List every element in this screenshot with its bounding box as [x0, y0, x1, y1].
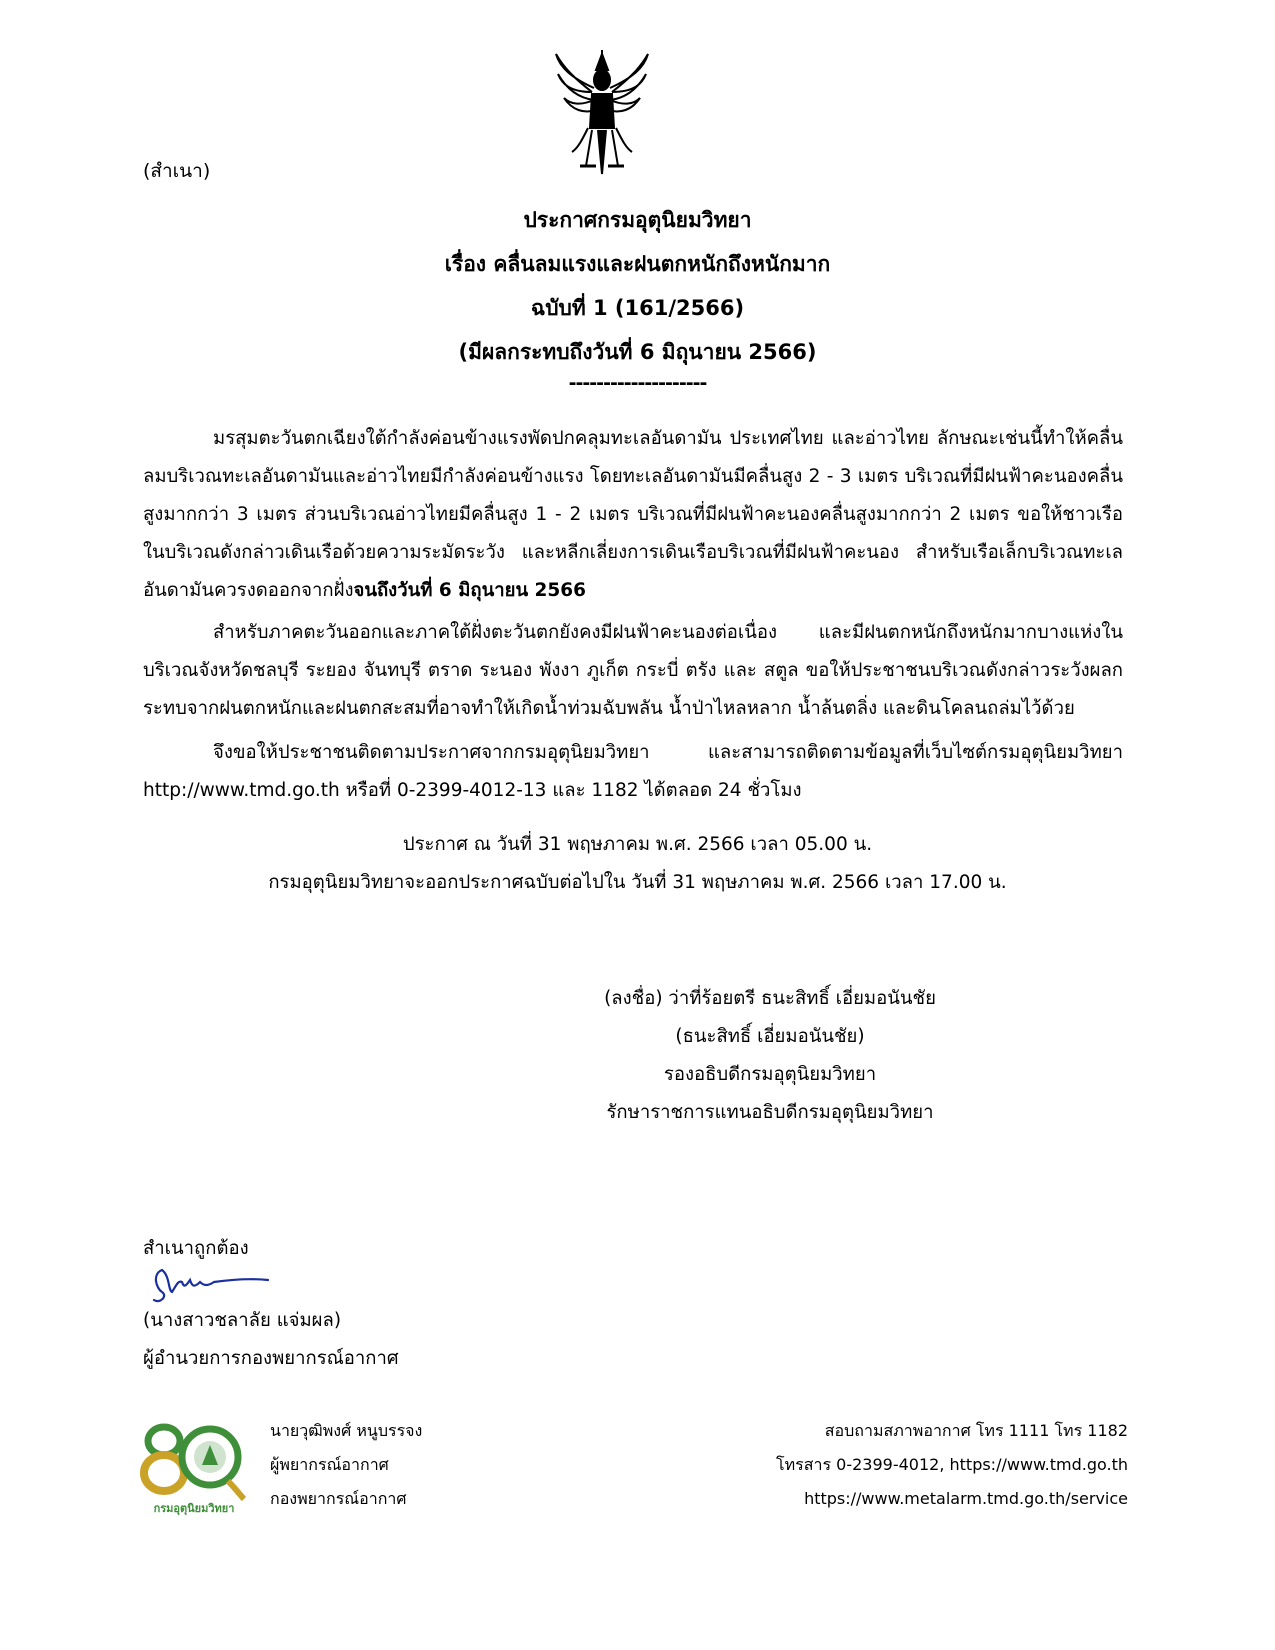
garuda-emblem-icon [552, 48, 652, 178]
body-paragraph-2 [143, 614, 1123, 728]
forecaster-division: กองพยากรณ์อากาศ [270, 1489, 407, 1508]
next-issue-note: กรมอุตุนิยมวิทยาจะออกประกาศฉบับต่อไปใน วันที่ 31 พฤษภาคม พ.ศ. 2566 เวลา 17.00 น. [268, 872, 1007, 893]
copy-mark: (สำเนา) [143, 160, 211, 182]
tmd-80-logo [138, 1415, 250, 1523]
announce-date: ประกาศ ณ วันที่ 31 พฤษภาคม พ.ศ. 2566 เวลา 05.00 น. [402, 834, 873, 855]
contact-info [776, 1414, 1128, 1516]
body-paragraph-1 [143, 420, 1123, 610]
signer-name: (ธนะสิทธิ์ เอี่ยมอนันชัย) [675, 1026, 865, 1047]
forecaster-name: นายวุฒิพงศ์ หนูบรรจง [270, 1421, 423, 1440]
announcement-number: ฉบับที่ 1 (161/2566) [530, 296, 745, 320]
announcement-heading: ประกาศกรมอุตุนิยมวิทยา [523, 208, 752, 232]
signature-block [560, 980, 980, 1132]
announcement-effective-date: (มีผลกระทบถึงวันที่ 6 มิถุนายน 2566) [458, 340, 817, 364]
forecaster-info [270, 1414, 422, 1516]
announcement-subject: เรื่อง คลื่นลมแรงและฝนตกหนักถึงหนักมาก [444, 252, 831, 276]
announcement-title-block [0, 198, 1275, 374]
signer-acting-position: รักษาราชการแทนอธิบดีกรมอุตุนิยมวิทยา [606, 1102, 934, 1123]
title-separator: -------------------- [568, 372, 707, 394]
certified-copy-label: สำเนาถูกต้อง [143, 1238, 249, 1259]
paragraph-1-text: มรสุมตะวันตกเฉียงใต้กำลังค่อนข้างแรงพัดปกคลุมทะเลอันดามัน ประเทศไทย และอ่าวไทย ลักษณะเช่นนี้ทำให้คลื่นลมบริเวณทะเลอันดามันและอ่าวไทยมีกำลังค่อนข้างแรง โดยทะเลอันดามันมีคลื่นสูง 2 - 3 เมตร บริเวณที่มีฝนฟ้าคะนองคลื่นสูงมากกว่า 3 เมตร ส่วนบริเวณอ่าวไทยมีคลื่นสูง 1 - 2 เมตร บริเวณที่มีฝนฟ้าคะนองคลื่นสูงมากกว่า 2 เมตร ขอให้ชาวเรือในบริเวณดังกล่าวเดินเรือด้วยความระมัดระวัง และหลีกเลี่ยงการเดินเรือบริเวณที่มีฝนฟ้าคะนอง สำหรับเรือเล็กบริเวณทะเลอันดามันควรงดออกจากฝั่ง [143, 428, 1123, 601]
contact-phone: สอบถามสภาพอากาศ โทร 1111 โทร 1182 [824, 1421, 1128, 1440]
contact-fax-website[interactable]: โทรสาร 0-2399-4012, https://www.tmd.go.th [776, 1455, 1128, 1474]
certifier-name: (นางสาวชลาลัย แจ่มผล) [143, 1310, 342, 1331]
announce-date-block [0, 826, 1275, 902]
paragraph-3-text: จึงขอให้ประชาชนติดตามประกาศจากกรมอุตุนิยมวิทยา และสามารถติดตามข้อมูลที่เว็บไซต์กรมอุตุนิยมวิทยา http://www.tmd.go.th หรือที่ 0-2399-4012-13 และ 1182 ได้ตลอด 24 ชั่วโมง [143, 742, 1123, 801]
signed-by: (ลงชื่อ) ว่าที่ร้อยตรี ธนะสิทธิ์ เอี่ยมอนันชัย [604, 988, 936, 1009]
logo-caption: กรมอุตุนิยมวิทยา [153, 1502, 235, 1515]
handwritten-signature-icon [148, 1262, 273, 1306]
body-paragraph-3 [143, 734, 1123, 810]
paragraph-2-text: สำหรับภาคตะวันออกและภาคใต้ฝั่งตะวันตกยังคงมีฝนฟ้าคะนองต่อเนื่อง และมีฝนตกหนักถึงหนักมากบางแห่งในบริเวณจังหวัดชลบุรี ระยอง จันทบุรี ตราด ระนอง พังงา ภูเก็ต กระบี่ ตรัง และ สตูล ขอให้ประชาชนบริเวณดังกล่าวระวังผลกระทบจากฝนตกหนักและฝนตกสะสมที่อาจทำให้เกิดน้ำท่วมฉับพลัน น้ำป่าไหลหลาก น้ำล้นตลิ่ง และดินโคลนถล่มไว้ด้วย [143, 622, 1123, 719]
paragraph-1-bold: จนถึงวันที่ 6 มิถุนายน 2566 [353, 580, 587, 601]
certified-copy-signer [143, 1302, 399, 1378]
certifier-position: ผู้อำนวยการกองพยากรณ์อากาศ [143, 1348, 399, 1369]
forecaster-title: ผู้พยากรณ์อากาศ [270, 1455, 389, 1474]
signer-position: รองอธิบดีกรมอุตุนิยมวิทยา [663, 1064, 877, 1085]
contact-service-link[interactable]: https://www.metalarm.tmd.go.th/service [804, 1489, 1128, 1508]
